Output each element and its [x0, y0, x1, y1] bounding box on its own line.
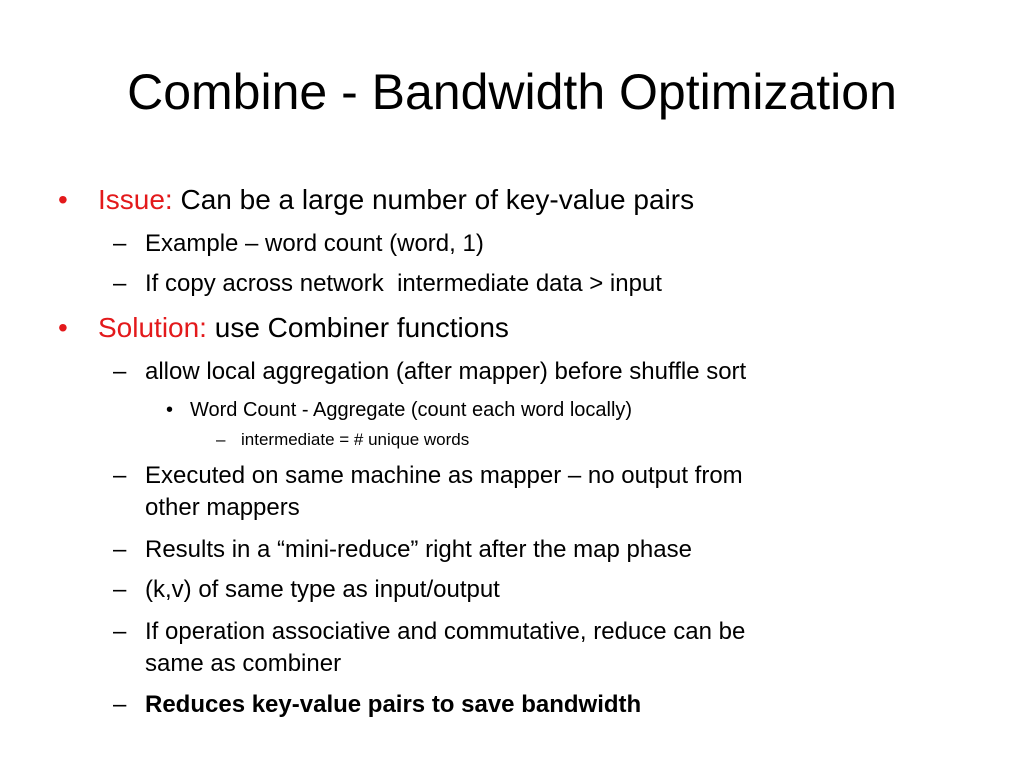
dash-marker: –	[113, 230, 127, 257]
sub-item-text: Example – word count (word, 1)	[145, 230, 484, 257]
bullet-marker: •	[166, 399, 174, 421]
sub-item-text-line1: Executed on same machine as mapper – no output from	[145, 462, 743, 489]
solution-label: Solution:	[98, 312, 207, 343]
sub-item-text: Results in a “mini-reduce” right after the map phase	[145, 536, 692, 563]
slide-title: Combine - Bandwidth Optimization	[127, 64, 897, 120]
bullet-marker: •	[58, 184, 68, 215]
sub-item-text: Reduces key-value pairs to save bandwidth	[145, 691, 642, 718]
bullet-text	[98, 183, 694, 217]
dash-marker: –	[113, 691, 127, 718]
dash-marker: –	[113, 618, 127, 645]
sub-sub-item-text: Word Count - Aggregate (count each word locally)	[190, 399, 633, 421]
level4-item-text: intermediate = # unique words	[241, 430, 470, 449]
dash-marker: –	[216, 430, 226, 449]
sub-item-text-line1: If operation associative and commutative, reduce can be	[145, 618, 746, 645]
bullet-text	[98, 311, 509, 345]
sub-item-text-line2: other mappers	[145, 494, 300, 521]
dash-marker: –	[113, 462, 127, 489]
dash-marker: –	[113, 270, 127, 297]
sub-item-text: (k,v) of same type as input/output	[145, 576, 500, 603]
issue-text: Can be a large number of key-value pairs	[180, 184, 695, 215]
sub-item-text: allow local aggregation (after mapper) before shuffle sort	[145, 358, 747, 385]
bullet-marker: •	[58, 312, 68, 343]
dash-marker: –	[113, 576, 127, 603]
dash-marker: –	[113, 358, 127, 385]
sub-item-text: If copy across network intermediate data > input	[145, 270, 662, 297]
dash-marker: –	[113, 536, 127, 563]
sub-item-text-line2: same as combiner	[145, 650, 342, 677]
issue-label: Issue:	[98, 184, 173, 215]
solution-text: use Combiner functions	[214, 312, 509, 343]
